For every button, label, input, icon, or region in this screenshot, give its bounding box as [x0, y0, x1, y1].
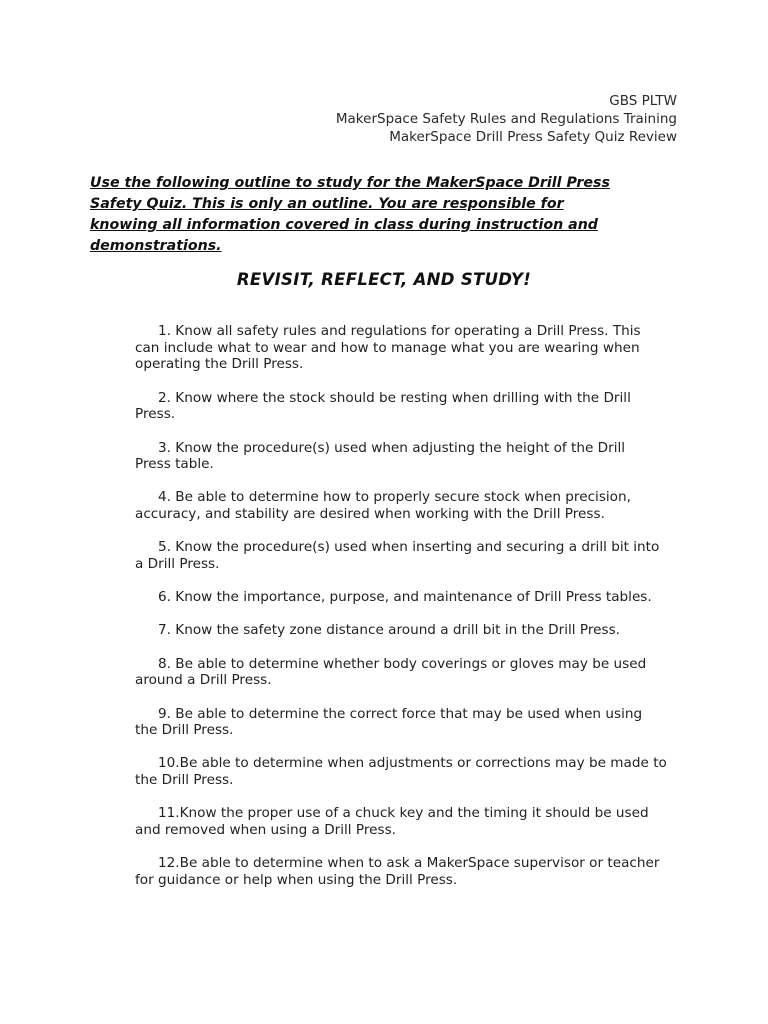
outline-item	[135, 755, 695, 788]
outline-item	[135, 489, 695, 522]
outline-item-line: 9. Be able to determine the correct force that may be used when using	[158, 705, 643, 722]
headline: REVISIT, REFLECT, AND STUDY!	[236, 270, 532, 289]
intro-instructions	[90, 173, 660, 257]
header-line-school: GBS PLTW	[609, 93, 677, 109]
outline-item	[135, 805, 695, 838]
intro-line: knowing all information covered in class during instruction and	[90, 217, 598, 233]
outline-item	[135, 656, 695, 689]
header-line-quiz-review: MakerSpace Drill Press Safety Quiz Review	[389, 129, 677, 145]
outline-item-line: 4. Be able to determine how to properly secure stock when precision,	[158, 489, 631, 506]
outline-item-line: 6. Know the importance, purpose, and maintenance of Drill Press tables.	[158, 589, 652, 606]
outline-item-line: for guidance or help when using the Drill Press.	[135, 871, 458, 888]
outline-item-line: 10.Be able to determine when adjustments or corrections may be made to	[158, 755, 667, 772]
outline-item	[135, 539, 695, 572]
outline-item	[135, 855, 695, 888]
outline-item	[135, 622, 695, 639]
outline-item-line: the Drill Press.	[135, 722, 234, 739]
outline-item-line: the Drill Press.	[135, 772, 234, 789]
outline-item-line: Press table.	[135, 456, 214, 473]
outline-item	[135, 323, 695, 373]
outline-item-line: around a Drill Press.	[135, 672, 272, 689]
outline-item-line: operating the Drill Press.	[135, 356, 304, 373]
outline-item-line: accuracy, and stability are desired when working with the Drill Press.	[135, 506, 605, 523]
outline-item-line: a Drill Press.	[135, 556, 220, 573]
outline-item-line: 7. Know the safety zone distance around a drill bit in the Drill Press.	[158, 622, 620, 639]
outline-item-line: 8. Be able to determine whether body coverings or gloves may be used	[158, 655, 647, 672]
outline-item-line: Press.	[135, 406, 176, 423]
intro-line: demonstrations.	[90, 238, 222, 254]
header-line-training: MakerSpace Safety Rules and Regulations Training	[335, 111, 677, 127]
outline-item-line: can include what to wear and how to manage what you are wearing when	[135, 339, 640, 356]
outline-item	[135, 390, 695, 423]
document-header	[336, 92, 677, 146]
outline-item-line: 2. Know where the stock should be resting when drilling with the Drill	[158, 389, 631, 406]
outline-item-line: 11.Know the proper use of a chuck key and the timing it should be used	[158, 805, 649, 822]
outline-item	[135, 440, 695, 473]
study-outline-list	[135, 323, 695, 905]
outline-item	[135, 706, 695, 739]
intro-line: Use the following outline to study for the MakerSpace Drill Press	[90, 175, 610, 191]
outline-item	[135, 589, 695, 606]
outline-item-line: 12.Be able to determine when to ask a MakerSpace supervisor or teacher	[158, 855, 660, 872]
outline-item-line: and removed when using a Drill Press.	[135, 822, 396, 839]
intro-line: Safety Quiz. This is only an outline. You are responsible for	[90, 196, 564, 212]
outline-item-line: 3. Know the procedure(s) used when adjusting the height of the Drill	[158, 439, 626, 456]
outline-item-line: 5. Know the procedure(s) used when inserting and securing a drill bit into	[158, 539, 660, 556]
outline-item-line: 1. Know all safety rules and regulations for operating a Drill Press. This	[158, 323, 641, 339]
